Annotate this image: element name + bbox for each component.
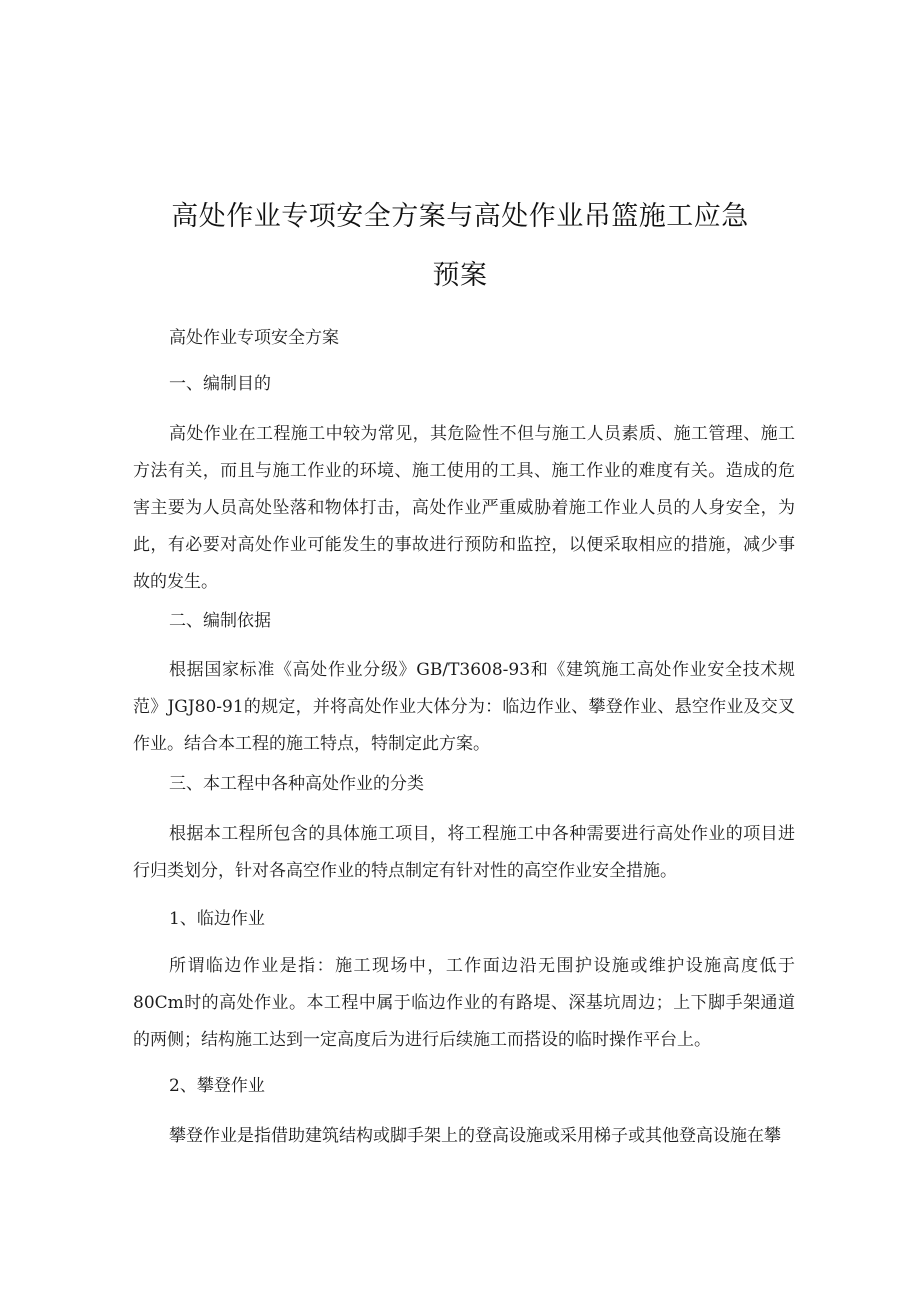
document-title-line2: 预案 xyxy=(432,260,488,291)
document-title-line1: 高处作业专项安全方案与高处作业吊篮施工应急 xyxy=(171,201,749,232)
paragraph-basis: 根据国家标准《高处作业分级》GB/T3608-93和《建筑施工高处作业安全技术规范》JGJ80-91的规定，并将高处作业大体分为：临边作业、攀登作业、悬空作业及交叉作业。结合本工程的施工特点，特制定此方案。 xyxy=(133,660,795,754)
paragraph-classification: 根据本工程所包含的具体施工项目，将工程施工中各种需要进行高处作业的项目进行归类划分，针对各高空作业的特点制定有针对性的高空作业安全措施。 xyxy=(133,824,795,881)
paragraph-climbing-work: 攀登作业是指借助建筑结构或脚手架上的登高设施或采用梯子或其他登高设施在攀 xyxy=(169,1126,781,1146)
paragraph-edge-work: 所谓临边作业是指：施工现场中，工作面边沿无围护设施或维护设施高度低于80Cm时的高处作业。本工程中属于临边作业的有路堤、深基坑周边；上下脚手架通道的两侧；结构施工达到一定高度后为进行后续施工而搭设的临时操作平台上。 xyxy=(133,956,795,1050)
section-heading-main: 高处作业专项安全方案 xyxy=(169,328,339,348)
paragraph-purpose: 高处作业在工程施工中较为常见，其危险性不但与施工人员素质、施工管理、施工方法有关，而且与施工作业的环境、施工使用的工具、施工作业的难度有关。造成的危害主要为人员高处坠落和物体打击，高处作业严重威胁着施工作业人员的人身安全，为此，有必要对高处作业可能发生的事故进行预防和监控，以便采取相应的措施，减少事故的发生。 xyxy=(133,424,795,592)
section-heading-basis: 二、编制依据 xyxy=(169,611,271,631)
section-heading-purpose: 一、编制目的 xyxy=(169,374,271,394)
section-heading-edge-work: 1、临边作业 xyxy=(169,909,265,929)
section-heading-climbing-work: 2、攀登作业 xyxy=(169,1076,265,1096)
section-heading-classification: 三、本工程中各种高处作业的分类 xyxy=(169,774,424,794)
